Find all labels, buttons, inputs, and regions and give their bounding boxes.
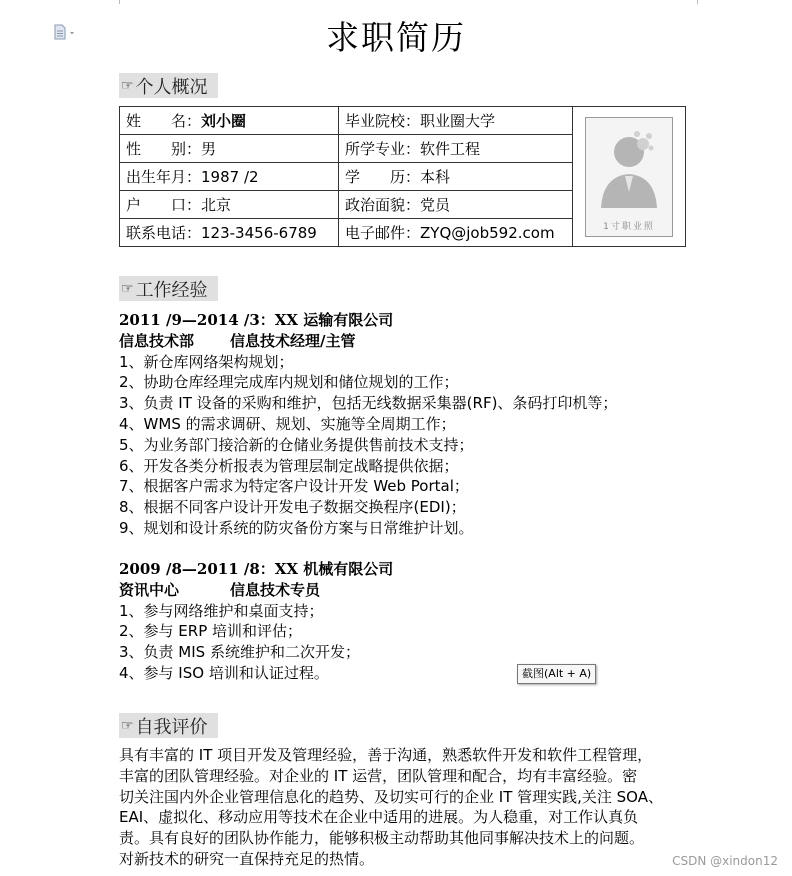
section-personal-label: 个人概况 <box>135 76 208 98</box>
job-duty: 7、根据客户需求为特定客户设计开发 Web Portal； <box>119 477 469 496</box>
job-duty: 9、规划和设计系统的防灾备份方案与日常维护计划。 <box>119 518 474 537</box>
summary-line: 丰富的团队管理经验。对企业的 IT 运营，团队管理和配合，均有丰富经验。密 <box>119 766 638 785</box>
job-period-company: 2011 /9—2014 /3：XX 运输有限公司 <box>119 311 394 329</box>
pointing-hand-icon: ☞ <box>121 280 134 297</box>
summary-line: 责。具有良好的团队协作能力，能够积极主动帮助其他同事解决技术上的问题。 <box>119 829 645 848</box>
resume-title: 求职简历 <box>326 18 466 57</box>
info-birth-cell: 出生年月：1987 /2 <box>120 163 339 191</box>
job-dept: 信息技术部 <box>119 331 195 350</box>
info-education-cell: 学 历：本科 <box>339 163 573 191</box>
pointing-hand-icon: ☞ <box>121 717 134 734</box>
section-work-heading <box>119 276 218 301</box>
job-duty: 3、负责 IT 设备的采购和维护，包括无线数据采集器(RF)、条码打印机等； <box>119 394 618 413</box>
page-margin-mark-right <box>697 0 698 4</box>
person-silhouette-icon <box>591 122 667 214</box>
job-entry <box>119 559 699 684</box>
info-row <box>120 107 686 135</box>
job-duty: 4、WMS 的需求调研、规划、实施等全周期工作； <box>119 414 456 433</box>
watermark: CSDN @xindon12 <box>672 854 778 868</box>
job-duty: 2、参与 ERP 培训和评估； <box>119 622 303 641</box>
photo-caption: 1寸职业照 <box>603 221 655 232</box>
summary-line: 对新技术的研究一直保持充足的热情。 <box>119 849 375 868</box>
job-duty: 5、为业务部门接洽新的仓储业务提供售前技术支持； <box>119 435 474 454</box>
info-political-cell: 政治面貌：党员 <box>339 191 573 219</box>
info-email-cell: 电子邮件：ZYQ@job592.com <box>339 219 573 247</box>
job-duty: 6、开发各类分析报表为管理层制定战略提供依据； <box>119 456 459 475</box>
section-personal-heading <box>119 73 218 98</box>
summary-line: 切关注国内外企业管理信息化的趋势、及切实可行的企业 IT 管理实践,关注 SOA、 <box>119 787 663 806</box>
job-entry <box>119 310 699 539</box>
name-value: 刘小圈 <box>201 112 247 130</box>
self-evaluation-text <box>119 745 689 870</box>
job-duty: 4、参与 ISO 培训和认证过程。 <box>119 663 329 682</box>
info-hukou-cell: 户 口：北京 <box>120 191 339 219</box>
personal-info-table <box>119 106 686 247</box>
job-position: 信息技术专员 <box>230 580 321 599</box>
section-self-label: 自我评价 <box>135 716 208 738</box>
profile-photo-placeholder <box>585 117 673 237</box>
job-position: 信息技术经理/主管 <box>230 331 356 350</box>
job-duty: 1、参与网络维护和桌面支持； <box>119 601 324 620</box>
job-dept-position <box>119 331 699 352</box>
photo-cell <box>573 107 686 247</box>
job-duty: 1、新仓库网络架构规划； <box>119 352 294 371</box>
summary-line: EAI、虚拟化、移动应用等技术在企业中适用的进展。为人稳重，对工作认真负 <box>119 808 639 827</box>
info-phone-cell: 联系电话：123-3456-6789 <box>120 219 339 247</box>
job-duty: 3、负责 MIS 系统维护和二次开发； <box>119 643 360 662</box>
job-dept: 资讯中心 <box>119 580 180 599</box>
section-self-heading <box>119 713 218 738</box>
pointing-hand-icon: ☞ <box>121 77 134 94</box>
page-margin-mark-left <box>119 0 120 4</box>
info-major-cell: 所学专业：软件工程 <box>339 135 573 163</box>
job-duty: 2、协助仓库经理完成库内规划和储位规划的工作； <box>119 373 459 392</box>
job-dept-position <box>119 580 699 601</box>
summary-line: 具有丰富的 IT 项目开发及管理经验，善于沟通，熟悉软件开发和软件工程管理， <box>119 746 653 764</box>
job-duty: 8、根据不同客户设计开发电子数据交换程序(EDI)； <box>119 498 466 517</box>
info-school-cell: 毕业院校：职业圈大学 <box>339 107 573 135</box>
info-gender-cell: 性 别：男 <box>120 135 339 163</box>
section-work-label: 工作经验 <box>135 279 208 301</box>
screenshot-tooltip: 截图(Alt + A) <box>517 664 596 684</box>
info-name-cell: 姓 名：刘小圈 <box>120 107 339 135</box>
job-period-company: 2009 /8—2011 /8：XX 机械有限公司 <box>119 560 394 578</box>
